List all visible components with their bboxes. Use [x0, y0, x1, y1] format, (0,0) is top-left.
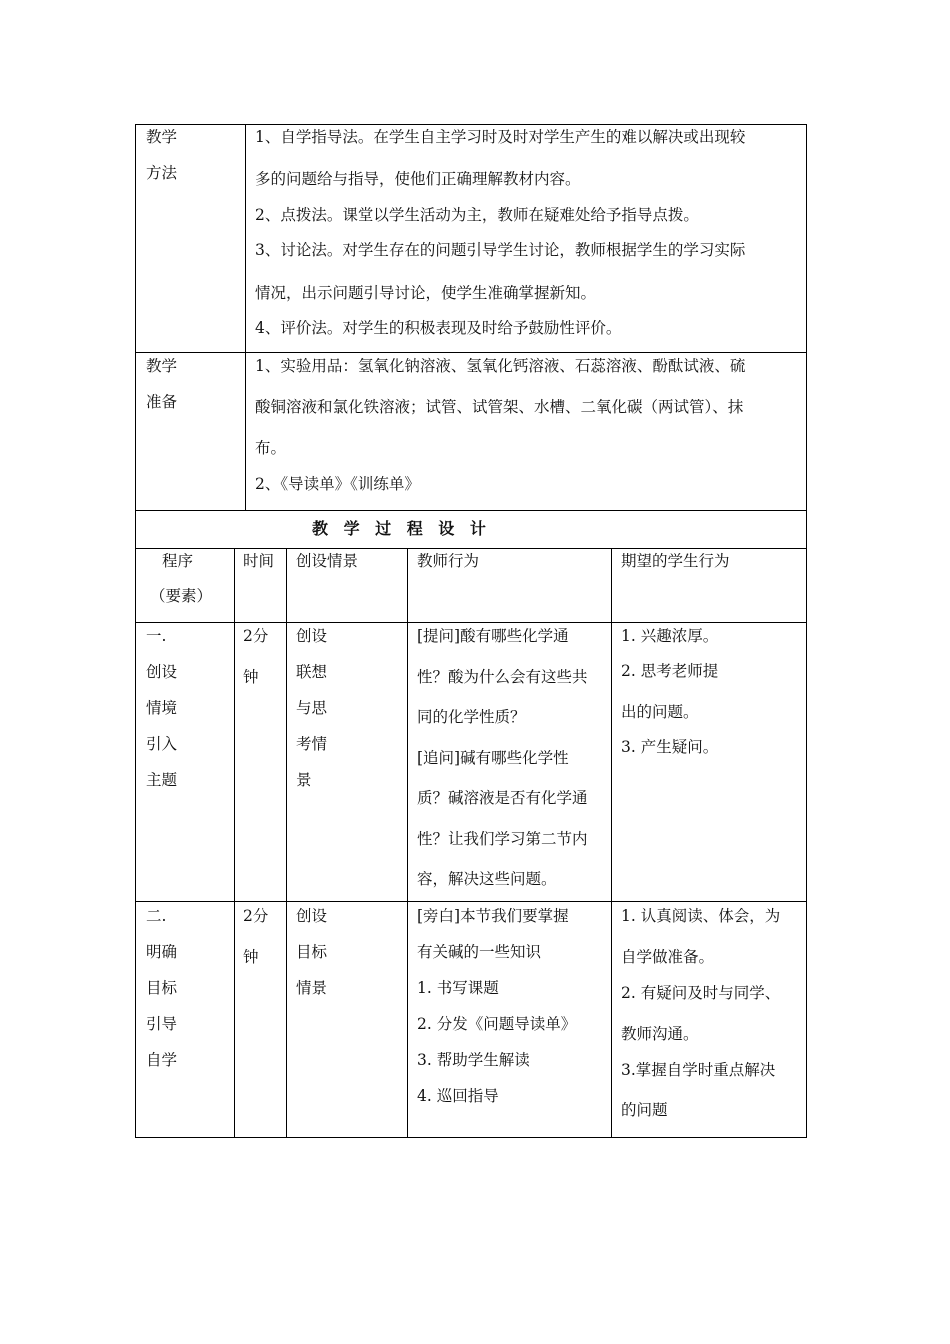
row-teacher: 性？让我们学习第二节内: [417, 829, 588, 848]
column-border: [286, 548, 287, 1137]
prep-line: 1、实验用品：氢氧化钠溶液、氢氧化钙溶液、石蕊溶液、酚酞试液、硫: [255, 357, 746, 375]
method-line: 2、点拨法。课堂以学生活动为主，教师在疑难处给予指导点拨。: [255, 206, 699, 224]
row-student: 自学做准备。: [621, 948, 715, 966]
row-scene: 联想: [296, 663, 328, 681]
row-step: 情境: [146, 699, 178, 717]
header-student: 期望的学生行为: [621, 552, 730, 570]
prep-label: 准备: [146, 393, 178, 411]
method-line: 4、评价法。对学生的积极表现及时给予鼓励性评价。: [255, 319, 622, 337]
prep-line: 2、《导读单》《训练单》: [255, 475, 420, 493]
row-step: 一.: [146, 627, 167, 645]
row-time: 钟: [243, 948, 259, 966]
process-title: 教 学 过 程 设 计: [312, 519, 486, 538]
header-step: 程序: [162, 552, 194, 570]
row-student: 的问题: [621, 1101, 668, 1119]
row-scene: 目标: [296, 943, 328, 961]
row-time: 2分: [243, 627, 269, 645]
row-step: 创设: [146, 663, 178, 681]
header-time: 时间: [243, 552, 275, 570]
row-border: [135, 352, 807, 353]
row-student: 1. 兴趣浓厚。: [621, 627, 719, 645]
row-student: 3. 产生疑问。: [621, 738, 719, 756]
row-student: 3.掌握自学时重点解决: [621, 1061, 776, 1079]
row-teacher: 1. 书写课题: [417, 979, 499, 997]
method-line: 3、讨论法。对学生存在的问题引导学生讨论，教师根据学生的学习实际: [255, 241, 746, 259]
row-scene: 情景: [296, 979, 328, 997]
row-teacher: 同的化学性质？: [417, 708, 526, 726]
prep-line: 酸铜溶液和氯化铁溶液；试管、试管架、水槽、二氧化碳（两试管）、抹: [255, 398, 744, 416]
row-step: 引导: [146, 1015, 178, 1033]
row-student: 2. 有疑问及时与同学、: [621, 984, 781, 1002]
row-step: 自学: [146, 1051, 178, 1069]
column-border: [407, 548, 408, 1137]
header-teacher: 教师行为: [417, 552, 480, 570]
row-student: 1. 认真阅读、体会，为: [621, 907, 781, 925]
row-teacher: 有关碱的一些知识: [417, 943, 542, 961]
row-border: [135, 548, 807, 549]
prep-line: 布。: [255, 439, 287, 457]
row-student: 教师沟通。: [621, 1025, 699, 1043]
label-column-border: [245, 124, 246, 510]
row-step: 明确: [146, 943, 178, 961]
row-scene: 考情: [296, 735, 328, 753]
row-time: 2分: [243, 907, 269, 925]
row-student: 出的问题。: [621, 703, 699, 721]
row-scene: 创设: [296, 627, 328, 645]
row-teacher: 容，解决这些问题。: [417, 870, 557, 888]
row-teacher: 3. 帮助学生解读: [417, 1051, 530, 1069]
header-step: （要素）: [150, 587, 213, 605]
column-border: [611, 548, 612, 1137]
table-left-border: [135, 124, 136, 1137]
row-step: 目标: [146, 979, 178, 997]
row-teacher: 2. 分发《问题导读单》: [417, 1015, 577, 1033]
row-step: 主题: [146, 771, 178, 789]
row-teacher: 质？碱溶液是否有化学通: [417, 789, 588, 807]
row-border: [135, 622, 807, 623]
method-line: 多的问题给与指导，使他们正确理解教材内容。: [255, 170, 581, 188]
row-border: [135, 510, 807, 511]
row-scene: 创设: [296, 907, 328, 925]
row-teacher: 4. 巡回指导: [417, 1087, 499, 1105]
row-step: 引入: [146, 735, 178, 753]
row-teacher: 性？酸为什么会有这些共: [417, 667, 588, 686]
row-border: [135, 1137, 807, 1138]
row-step: 二.: [146, 907, 167, 925]
row-scene: 景: [296, 771, 312, 789]
row-border: [135, 901, 807, 902]
method-line: 1、自学指导法。在学生自主学习时及时对学生产生的难以解决或出现较: [255, 128, 746, 146]
method-label: 方法: [146, 164, 178, 182]
table-right-border: [806, 124, 807, 1137]
row-teacher: [旁白]本节我们要掌握: [417, 907, 569, 925]
row-teacher: [追问]碱有哪些化学性: [417, 748, 569, 767]
row-time: 钟: [243, 668, 259, 686]
method-label: 教学: [146, 128, 178, 146]
column-border: [234, 548, 235, 1137]
prep-label: 教学: [146, 357, 178, 375]
row-border: [135, 124, 807, 125]
row-student: 2. 思考老师提: [621, 662, 719, 680]
method-line: 情况，出示问题引导讨论，使学生准确掌握新知。: [255, 284, 597, 302]
header-scene: 创设情景: [296, 552, 359, 570]
row-teacher: [提问]酸有哪些化学通: [417, 627, 569, 645]
row-scene: 与思: [296, 699, 328, 717]
